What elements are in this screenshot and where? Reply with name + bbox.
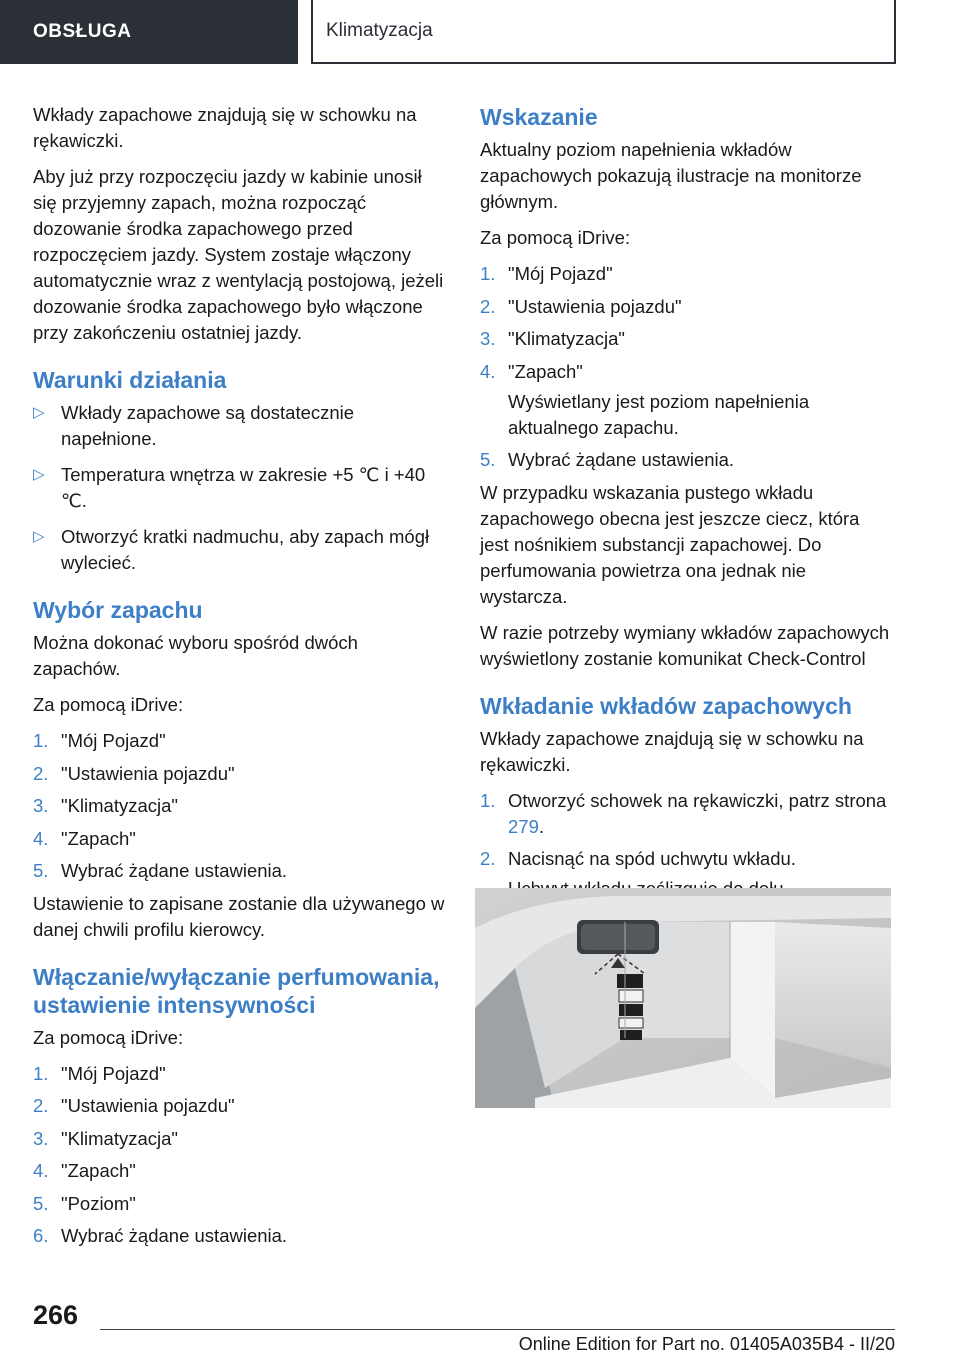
step-item: 4. "Zapach" Wyświetlany jest poziom napełnienia aktualnego zapachu.	[480, 359, 892, 441]
heading-display: Wskazanie	[480, 104, 598, 130]
step-item: 5. Wybrać żądane ustawienia.	[33, 860, 288, 881]
heading-choice: Wybór zapachu	[33, 597, 203, 623]
step-item: 1. "Mój Pojazd"	[33, 1062, 166, 1084]
right-column	[480, 103, 892, 909]
chapter-title: Klimatyzacja	[326, 20, 433, 41]
step-item: 2. "Ustawienia pojazdu"	[33, 762, 235, 784]
triangle-bullet-icon: ▷	[33, 404, 45, 421]
step-item: 3. "Klimatyzacja"	[33, 795, 178, 816]
paragraph: Ustawienie to zapisane zostanie dla używanego w danej chwili profilu kierowcy.	[33, 892, 445, 940]
choice-steps	[33, 728, 447, 884]
heading-toggle: Włączanie/wyłączanie perfumowania, ustawienie intensywności	[33, 963, 440, 1018]
step-item: 1. "Mój Pojazd"	[33, 730, 166, 751]
paragraph: W przypadku wskazania pustego wkładu zapachowego obecna jest jeszcze ciecz, która jest nośnikiem substancji zapachowej. Do perfumowania powietrza ona jednak nie wystarcza.	[480, 481, 860, 607]
page-link[interactable]: 279	[508, 815, 539, 837]
step-item: 4. "Zapach"	[33, 827, 136, 849]
triangle-bullet-icon: ▷	[33, 528, 45, 545]
step-item: 5. Wybrać żądane ustawienia.	[480, 449, 735, 470]
footer-divider	[100, 1329, 895, 1330]
footer-edition: Online Edition for Part no. 01405A035B4 - II/20	[518, 1334, 895, 1354]
step-item: 4. "Zapach"	[33, 1160, 136, 1181]
toggle-steps	[33, 1061, 447, 1250]
section-title: OBSŁUGA	[33, 21, 132, 42]
triangle-bullet-icon: ▷	[33, 466, 45, 483]
step-subtext: Wyświetlany jest poziom napełnienia aktualnego zapachu.	[508, 390, 810, 438]
step-item: 6. Wybrać żądane ustawienia.	[33, 1225, 288, 1246]
step-item: 3. "Klimatyzacja"	[480, 328, 625, 349]
paragraph: Aktualny poziom napełnienia wkładów zapachowych pokazują ilustracje na monitorze głównym.	[480, 139, 862, 212]
paragraph: Wkłady zapachowe znajdują się w schowku na rękawiczki.	[480, 727, 864, 775]
step-item: 3. "Klimatyzacja"	[33, 1127, 178, 1149]
glovebox-illustration	[475, 888, 891, 1108]
conditions-list	[33, 400, 447, 576]
paragraph: W razie potrzeby wymiany wkładów zapachowych wyświetlony zostanie komunikat Check-Control	[480, 621, 890, 669]
step-item: 2. "Ustawienia pojazdu"	[480, 295, 682, 317]
paragraph: Za pomocą iDrive:	[480, 227, 631, 248]
left-column	[33, 102, 447, 1256]
step-item: 1. Otworzyć schowek na rękawiczki, patrz strona 279.	[480, 789, 887, 837]
step-item: 5. "Poziom"	[33, 1192, 136, 1214]
heading-conditions: Warunki działania	[33, 367, 227, 393]
section-header	[0, 0, 298, 64]
step-item: 1. "Mój Pojazd"	[480, 263, 613, 284]
step-item: 2. "Ustawienia pojazdu"	[33, 1095, 235, 1116]
list-item: ▷ Temperatura wnętrza w zakresie +5 ℃ i +40 ℃.	[33, 464, 426, 511]
chapter-header	[311, 0, 896, 64]
paragraph: Aby już przy rozpoczęciu jazdy w kabinie unosił się przyjemny zapach, można rozpocząć dozowanie środka zapachowego przed rozpoczęciem jazdy. System zostaje włączony automatycznie wraz z wentylacją postojową, jeżeli dozowanie środka zapachowego było włączone przy zakończeniu ostatniej jazdy.	[33, 166, 444, 343]
paragraph: Można dokonać wyboru spośród dwóch zapachów.	[33, 632, 358, 679]
page-number: 266	[33, 1300, 79, 1330]
heading-insert: Wkładanie wkładów zapachowych	[480, 692, 852, 719]
list-item: ▷ Otworzyć kratki nadmuchu, aby zapach mógł wylecieć.	[33, 526, 430, 573]
paragraph: Za pomocą iDrive:	[33, 694, 184, 715]
step-item: 2. Nacisnąć na spód uchwytu wkładu.	[480, 846, 892, 902]
list-item: ▷ Wkłady zapachowe są dostatecznie napełnione.	[33, 402, 355, 449]
insert-steps	[480, 788, 892, 903]
paragraph: Wkłady zapachowe znajdują się w schowku na rękawiczki.	[33, 104, 417, 151]
paragraph: Za pomocą iDrive:	[33, 1026, 184, 1048]
display-steps	[480, 261, 892, 473]
